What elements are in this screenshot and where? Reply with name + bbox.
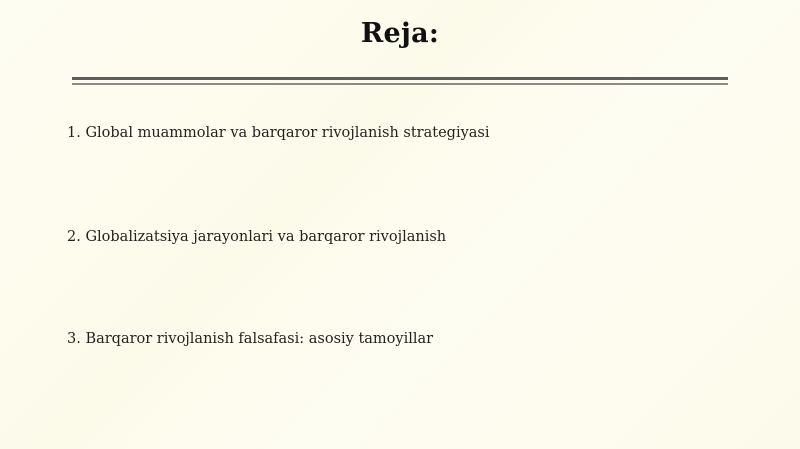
- plan-item-2: 2. Globalizatsiya jarayonlari va barqaror rivojlanish: [67, 229, 447, 245]
- title-divider-thick: [72, 77, 728, 80]
- title-divider-thin: [72, 83, 728, 85]
- slide-title: Reja:: [360, 18, 440, 49]
- plan-item-3: 3. Barqaror rivojlanish falsafasi: asosiy tamoyillar: [67, 331, 434, 347]
- plan-item-1: 1. Global muammolar va barqaror rivojlanish strategiyasi: [67, 125, 490, 141]
